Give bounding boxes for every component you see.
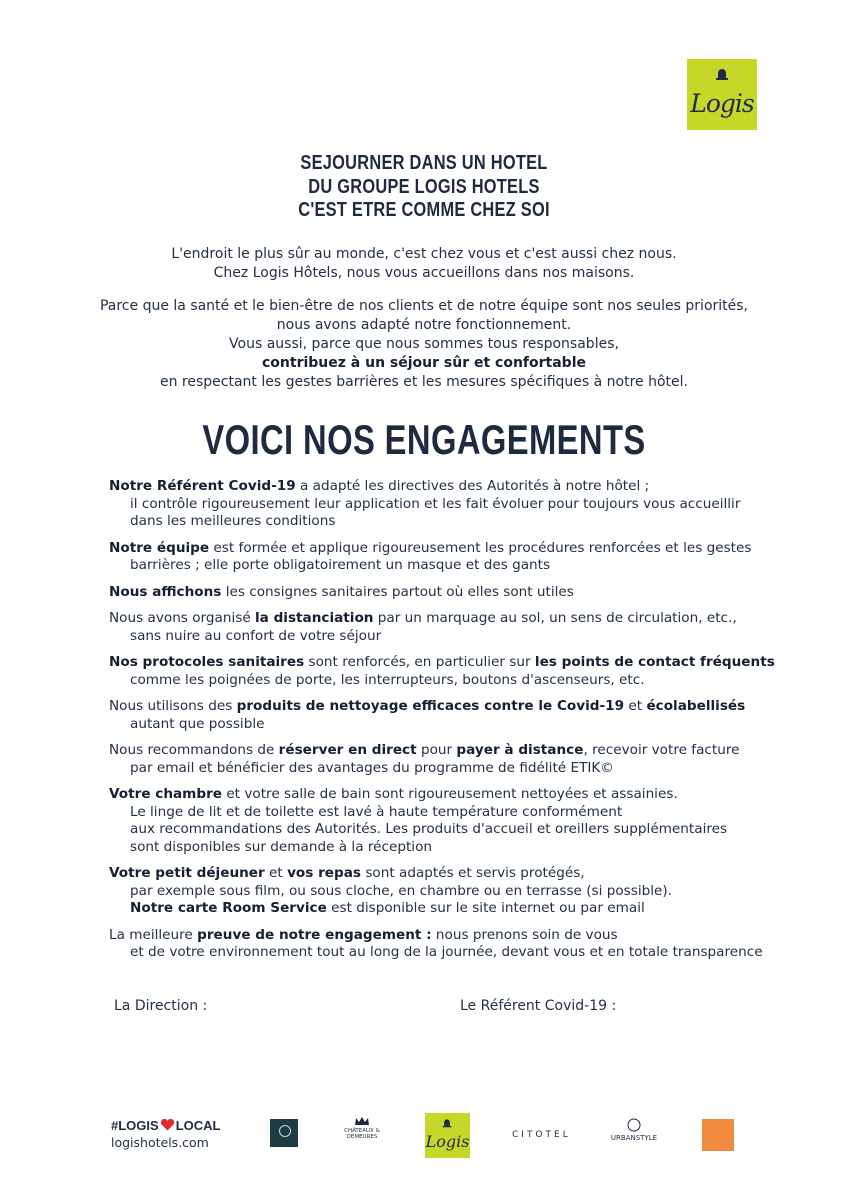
engagement-text: est disponible sur le site internet ou par email: [326, 900, 645, 916]
engagement-item: [109, 927, 809, 962]
engagement-text: et: [264, 865, 288, 881]
logis-logo: [687, 59, 757, 130]
engagement-emphasis: produits de nettoyage efficaces contre le Covid-19: [236, 698, 625, 714]
engagement-text: par un marquage au sol, un sens de circulation, etc.,: [373, 610, 737, 626]
engagement-line: [109, 610, 809, 628]
intro-line-emphasis: contribuez à un séjour sûr et confortable: [262, 355, 586, 371]
brand-logo-orange: [702, 1119, 734, 1151]
engagement-line: [109, 698, 809, 716]
brand-logo-citotel: CITOTEL: [512, 1130, 571, 1140]
hashtag-text: #LOGIS: [111, 1118, 159, 1133]
engagement-text: barrières ; elle porte obligatoirement un masque et des gants: [130, 557, 551, 573]
logo-word: Logis: [690, 89, 754, 118]
engagement-text: Le linge de lit et de toilette est lavé à haute température conformément: [130, 803, 623, 820]
engagement-emphasis: payer à distance: [456, 742, 584, 758]
engagement-text: a adapté les directives des Autorités à notre hôtel ;: [295, 478, 650, 494]
brand-logo-cachet: [270, 1119, 298, 1147]
engagement-line: [109, 804, 809, 822]
engagement-text: sont renforcés, en particulier sur: [304, 654, 535, 670]
engagement-line: [109, 883, 809, 901]
intro-line: Chez Logis Hôtels, nous vous accueillons dans nos maisons.: [213, 265, 635, 281]
engagement-text: La meilleure: [109, 926, 198, 943]
engagement-text: Nous avons organisé: [109, 610, 255, 626]
signature-direction: La Direction :: [114, 998, 208, 1014]
engagement-item: [109, 610, 809, 645]
engagement-line: [109, 557, 809, 575]
engagement-emphasis: réserver en direct: [278, 742, 417, 758]
headline: [76, 152, 771, 223]
engagement-item: [109, 478, 809, 531]
engagement-line: [109, 716, 809, 734]
engagement-text: sans nuire au confort de votre séjour: [130, 627, 382, 644]
engagement-emphasis: Notre carte Room Service: [130, 900, 327, 916]
engagement-line: [109, 786, 809, 804]
engagement-item: [109, 786, 809, 856]
engagements-list: [109, 478, 809, 971]
engagements-title: VOICI NOS ENGAGEMENTS: [202, 416, 646, 463]
engagement-emphasis: vos repas: [287, 865, 362, 881]
engagement-text: , recevoir votre facture: [583, 742, 740, 758]
engagement-text: par email et bénéficier des avantages du programme de fidélité ETIK©: [130, 759, 614, 776]
engagement-text: comme les poignées de porte, les interrupteurs, boutons d'ascenseurs, etc.: [130, 671, 645, 688]
engagement-line: [109, 672, 809, 690]
engagement-emphasis: preuve de notre engagement :: [197, 926, 432, 943]
engagement-line: [109, 584, 809, 602]
engagement-item: [109, 698, 809, 733]
engagement-text: sont disponibles sur demande à la réception: [130, 838, 433, 855]
engagement-text: et de votre environnement tout au long de la journée, devant vous et en totale transparence: [130, 944, 763, 960]
engagement-emphasis: Votre chambre: [109, 786, 222, 802]
bell-icon: [442, 1118, 452, 1128]
intro-line: nous avons adapté notre fonctionnement.: [276, 317, 572, 333]
headline-line: C'EST ETRE COMME CHEZ SOI: [298, 199, 550, 221]
engagement-text: autant que possible: [130, 715, 265, 732]
engagement-text: Nous recommandons de: [109, 742, 279, 758]
signature-referent: Le Référent Covid-19 :: [460, 998, 617, 1014]
intro-line: Vous aussi, parce que nous sommes tous responsables,: [229, 336, 619, 352]
engagement-text: pour: [416, 742, 457, 758]
engagement-item: [109, 584, 809, 602]
engagement-line: [109, 496, 809, 514]
intro-line: L'endroit le plus sûr au monde, c'est chez vous et c'est aussi chez nous.: [171, 246, 677, 262]
engagement-item: [109, 540, 809, 575]
engagement-text: aux recommandations des Autorités. Les produits d'accueil et oreillers supplémentaires: [130, 821, 728, 837]
circle-emblem-icon: [627, 1118, 641, 1132]
engagement-line: [109, 742, 809, 760]
engagement-line: [109, 654, 809, 672]
engagement-item: [109, 654, 809, 689]
engagement-line: [109, 900, 809, 918]
brand-logo-urbanstyle: URBANSTYLE: [606, 1118, 662, 1142]
engagement-text: dans les meilleures conditions: [130, 513, 336, 529]
engagement-emphasis: Notre Référent Covid-19: [109, 478, 296, 494]
engagement-emphasis: Votre petit déjeuner: [109, 865, 265, 881]
engagement-text: Nous utilisons des: [109, 698, 237, 714]
intro-text: [0, 245, 848, 392]
engagement-text: et: [624, 698, 647, 714]
engagement-line: [109, 513, 809, 531]
engagement-item: [109, 865, 809, 918]
brand-logo-logis: Logis: [425, 1113, 470, 1158]
engagement-text: les consignes sanitaires partout où elles sont utiles: [221, 583, 574, 600]
engagement-text: il contrôle rigoureusement leur application et les fait évoluer pour toujours vous accueillir: [130, 495, 741, 512]
engagement-line: [109, 540, 809, 558]
intro-line: en respectant les gestes barrières et les mesures spécifiques à notre hôtel.: [160, 374, 688, 390]
bell-icon: [715, 67, 729, 81]
engagement-line: [109, 821, 809, 839]
engagement-emphasis: Notre équipe: [109, 539, 210, 556]
footer-url[interactable]: logishotels.com: [111, 1135, 209, 1150]
engagement-text: sont adaptés et servis protégés,: [361, 865, 585, 881]
crown-icon: [354, 1116, 370, 1126]
engagement-line: [109, 760, 809, 778]
engagement-emphasis: la distanciation: [255, 610, 374, 626]
brand-logo-chateaux: CHÂTEAUX & DEMEURES: [342, 1116, 382, 1140]
engagement-text: et votre salle de bain sont rigoureusement nettoyées et assainies.: [222, 786, 678, 802]
engagement-emphasis: Nous affichons: [109, 583, 222, 600]
intro-line: Parce que la santé et le bien-être de nos clients et de notre équipe sont nos seules priorités,: [99, 298, 749, 314]
engagement-emphasis: les points de contact fréquents: [534, 654, 775, 670]
engagement-line: [109, 478, 809, 496]
headline-line: DU GROUPE LOGIS HOTELS: [308, 175, 540, 198]
engagement-line: [109, 927, 809, 945]
engagement-text: nous prenons soin de vous: [431, 926, 618, 943]
engagement-item: [109, 742, 809, 777]
engagement-line: [109, 944, 809, 962]
engagement-line: [109, 628, 809, 646]
engagement-text: est formée et applique rigoureusement les procédures renforcées et les gestes: [209, 539, 752, 556]
footer-hashtag: [111, 1118, 220, 1133]
engagement-line: [109, 839, 809, 857]
engagement-emphasis: Nos protocoles sanitaires: [109, 654, 305, 670]
hashtag-end: LOCAL: [175, 1118, 221, 1133]
engagement-line: [109, 865, 809, 883]
engagement-emphasis: écolabellisés: [646, 698, 746, 714]
heart-icon: [160, 1119, 175, 1131]
engagement-text: par exemple sous film, ou sous cloche, en chambre ou en terrasse (si possible).: [130, 882, 672, 899]
headline-line: SEJOURNER DANS UN HOTEL: [300, 152, 548, 174]
